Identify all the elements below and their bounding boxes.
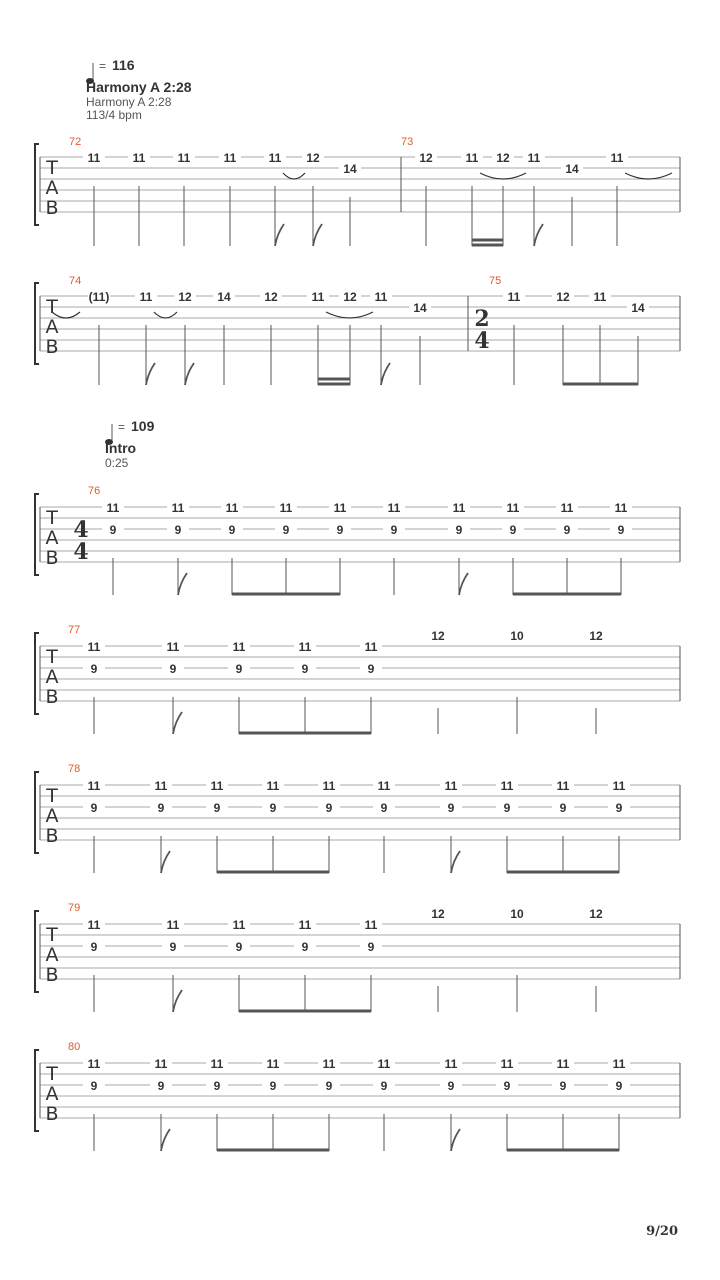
fret-number: 9	[269, 1079, 277, 1093]
fret-number: 9	[282, 523, 290, 537]
fret-number: 9	[325, 801, 333, 815]
fret-number: 11	[374, 290, 388, 304]
fret-number: 11	[87, 640, 101, 654]
measure-number: 75	[489, 275, 502, 287]
tab-clef-letter: T	[46, 785, 58, 807]
time-signature-top: 2	[474, 306, 490, 332]
eighth-flag	[534, 224, 543, 246]
fret-number: 11	[223, 151, 237, 165]
tab-clef-letter: B	[45, 686, 59, 708]
system-bracket	[35, 283, 39, 364]
fret-number: 9	[336, 523, 344, 537]
tab-clef-letter: T	[46, 646, 58, 668]
tab-clef-letter: A	[45, 527, 59, 549]
time-signature-top: 4	[73, 517, 89, 543]
fret-number: 11	[232, 918, 246, 932]
fret-number: 11	[610, 151, 624, 165]
fret-number: 9	[563, 523, 571, 537]
fret-number: 9	[228, 523, 236, 537]
fret-number: 11	[527, 151, 541, 165]
eighth-flag	[459, 573, 468, 595]
fret-number: 14	[217, 290, 231, 304]
eighth-flag	[173, 712, 182, 734]
tempo-equals: =	[99, 59, 107, 73]
fret-number: 14	[343, 162, 357, 176]
measure-number: 73	[401, 136, 414, 148]
fret-number: 11	[171, 501, 185, 515]
section-info: Harmony A 2:28	[86, 95, 172, 109]
fret-number: 11	[377, 1057, 391, 1071]
fret-number: 11	[311, 290, 325, 304]
fret-number: 9	[169, 940, 177, 954]
fret-number: 12	[306, 151, 320, 165]
fret-number: 11	[612, 1057, 626, 1071]
tie-arc	[480, 173, 526, 179]
eighth-flag	[161, 1129, 170, 1151]
fret-number: 11	[556, 1057, 570, 1071]
fret-number: 11	[377, 779, 391, 793]
eighth-flag	[451, 851, 460, 873]
tie-arc	[154, 312, 177, 318]
fret-number: 12	[431, 629, 445, 643]
fret-number: 11	[266, 779, 280, 793]
fret-number: 9	[559, 801, 567, 815]
measure-number: 78	[68, 763, 81, 775]
fret-number: 11	[560, 501, 574, 515]
fret-number: 9	[380, 801, 388, 815]
tie-arc	[625, 173, 672, 179]
tab-clef-letter: A	[45, 316, 59, 338]
measure-number: 76	[88, 485, 101, 497]
fret-number: 11	[232, 640, 246, 654]
fret-number: 10	[510, 907, 524, 921]
fret-number: 9	[455, 523, 463, 537]
fret-number: 11	[507, 290, 521, 304]
section-title: Intro	[105, 440, 137, 456]
fret-number: 11	[177, 151, 191, 165]
system-bracket	[35, 494, 39, 575]
fret-number: 11	[268, 151, 282, 165]
fret-number: 11	[322, 779, 336, 793]
fret-number: 9	[90, 1079, 98, 1093]
system-bracket	[35, 633, 39, 714]
fret-number: 9	[90, 801, 98, 815]
fret-number: 11	[279, 501, 293, 515]
fret-number: 11	[612, 779, 626, 793]
system-bracket	[35, 144, 39, 225]
fret-number: 11	[106, 501, 120, 515]
eighth-flag	[146, 363, 155, 385]
measure-number: 80	[68, 1041, 81, 1053]
time-signature-bottom: 4	[73, 539, 89, 565]
eighth-flag	[161, 851, 170, 873]
eighth-flag	[381, 363, 390, 385]
fret-number: 11	[154, 779, 168, 793]
fret-number: 11	[465, 151, 479, 165]
fret-number: 9	[390, 523, 398, 537]
tab-clef-letter: B	[45, 825, 59, 847]
fret-number: 11	[87, 918, 101, 932]
fret-number: 9	[235, 940, 243, 954]
fret-number: 9	[617, 523, 625, 537]
fret-number: 9	[380, 1079, 388, 1093]
tab-clef-letter: B	[45, 964, 59, 986]
fret-number: 9	[157, 801, 165, 815]
fret-number: 12	[178, 290, 192, 304]
fret-number: 14	[413, 301, 427, 315]
fret-number: 11	[506, 501, 520, 515]
system-bracket	[35, 1050, 39, 1131]
fret-number: 12	[343, 290, 357, 304]
fret-number: 11	[225, 501, 239, 515]
tie-arc	[283, 173, 305, 179]
tempo-value: 109	[131, 418, 155, 434]
fret-number: 12	[496, 151, 510, 165]
fret-number: 9	[509, 523, 517, 537]
fret-number: 11	[210, 779, 224, 793]
fret-number: (11)	[88, 290, 110, 304]
fret-number: 11	[166, 640, 180, 654]
tab-clef-letter: A	[45, 805, 59, 827]
fret-number: 11	[500, 779, 514, 793]
fret-number: 12	[556, 290, 570, 304]
measure-number: 72	[69, 136, 82, 148]
fret-number: 11	[387, 501, 401, 515]
fret-number: 9	[301, 662, 309, 676]
fret-number: 11	[614, 501, 628, 515]
fret-number: 9	[559, 1079, 567, 1093]
fret-number: 11	[556, 779, 570, 793]
tab-clef-letter: T	[46, 507, 58, 529]
section-title: Harmony A 2:28	[86, 79, 192, 95]
eighth-flag	[275, 224, 284, 246]
tab-clef-letter: A	[45, 177, 59, 199]
fret-number: 11	[139, 290, 153, 304]
fret-number: 11	[298, 918, 312, 932]
system-bracket	[35, 911, 39, 992]
tempo-equals: =	[118, 420, 126, 434]
fret-number: 9	[367, 940, 375, 954]
eighth-flag	[313, 224, 322, 246]
fret-number: 9	[213, 801, 221, 815]
page-number: 9/20	[646, 1224, 678, 1239]
fret-number: 9	[90, 940, 98, 954]
fret-number: 11	[322, 1057, 336, 1071]
fret-number: 11	[266, 1057, 280, 1071]
eighth-flag	[178, 573, 187, 595]
fret-number: 12	[431, 907, 445, 921]
section-info: 113/4 bpm	[86, 108, 142, 122]
fret-number: 9	[169, 662, 177, 676]
fret-number: 11	[444, 1057, 458, 1071]
fret-number: 11	[166, 918, 180, 932]
fret-number: 12	[589, 907, 603, 921]
fret-number: 9	[615, 801, 623, 815]
tab-clef-letter: T	[46, 296, 58, 318]
eighth-flag	[173, 990, 182, 1012]
fret-number: 9	[447, 801, 455, 815]
tab-clef-letter: T	[46, 1063, 58, 1085]
tie-arc	[326, 312, 373, 318]
tab-clef-letter: A	[45, 944, 59, 966]
fret-number: 11	[87, 151, 101, 165]
fret-number: 12	[589, 629, 603, 643]
fret-number: 11	[210, 1057, 224, 1071]
fret-number: 9	[367, 662, 375, 676]
fret-number: 9	[503, 801, 511, 815]
fret-number: 11	[87, 1057, 101, 1071]
fret-number: 14	[631, 301, 645, 315]
fret-number: 11	[298, 640, 312, 654]
system-bracket	[35, 772, 39, 853]
fret-number: 11	[364, 640, 378, 654]
tab-clef-letter: B	[45, 197, 59, 219]
tab-clef-letter: T	[46, 924, 58, 946]
fret-number: 11	[444, 779, 458, 793]
fret-number: 11	[452, 501, 466, 515]
tab-clef-letter: B	[45, 547, 59, 569]
tab-clef-letter: T	[46, 157, 58, 179]
measure-number: 74	[69, 275, 82, 287]
fret-number: 9	[269, 801, 277, 815]
fret-number: 11	[87, 779, 101, 793]
fret-number: 11	[364, 918, 378, 932]
fret-number: 9	[90, 662, 98, 676]
fret-number: 10	[510, 629, 524, 643]
fret-number: 9	[615, 1079, 623, 1093]
fret-number: 9	[235, 662, 243, 676]
fret-number: 9	[213, 1079, 221, 1093]
fret-number: 9	[503, 1079, 511, 1093]
tab-clef-letter: A	[45, 666, 59, 688]
fret-number: 9	[325, 1079, 333, 1093]
fret-number: 11	[132, 151, 146, 165]
fret-number: 12	[264, 290, 278, 304]
fret-number: 9	[447, 1079, 455, 1093]
tempo-value: 116	[112, 57, 135, 73]
time-signature-bottom: 4	[474, 328, 490, 354]
fret-number: 14	[565, 162, 579, 176]
fret-number: 11	[154, 1057, 168, 1071]
eighth-flag	[185, 363, 194, 385]
fret-number: 9	[174, 523, 182, 537]
fret-number: 11	[593, 290, 607, 304]
fret-number: 12	[419, 151, 433, 165]
measure-number: 79	[68, 902, 81, 914]
fret-number: 9	[109, 523, 117, 537]
fret-number: 11	[333, 501, 347, 515]
measure-number: 77	[68, 624, 81, 636]
fret-number: 11	[500, 1057, 514, 1071]
tab-clef-letter: B	[45, 336, 59, 358]
section-info: 0:25	[105, 456, 129, 470]
fret-number: 9	[157, 1079, 165, 1093]
tab-clef-letter: B	[45, 1103, 59, 1125]
fret-number: 9	[301, 940, 309, 954]
tab-clef-letter: A	[45, 1083, 59, 1105]
eighth-flag	[451, 1129, 460, 1151]
